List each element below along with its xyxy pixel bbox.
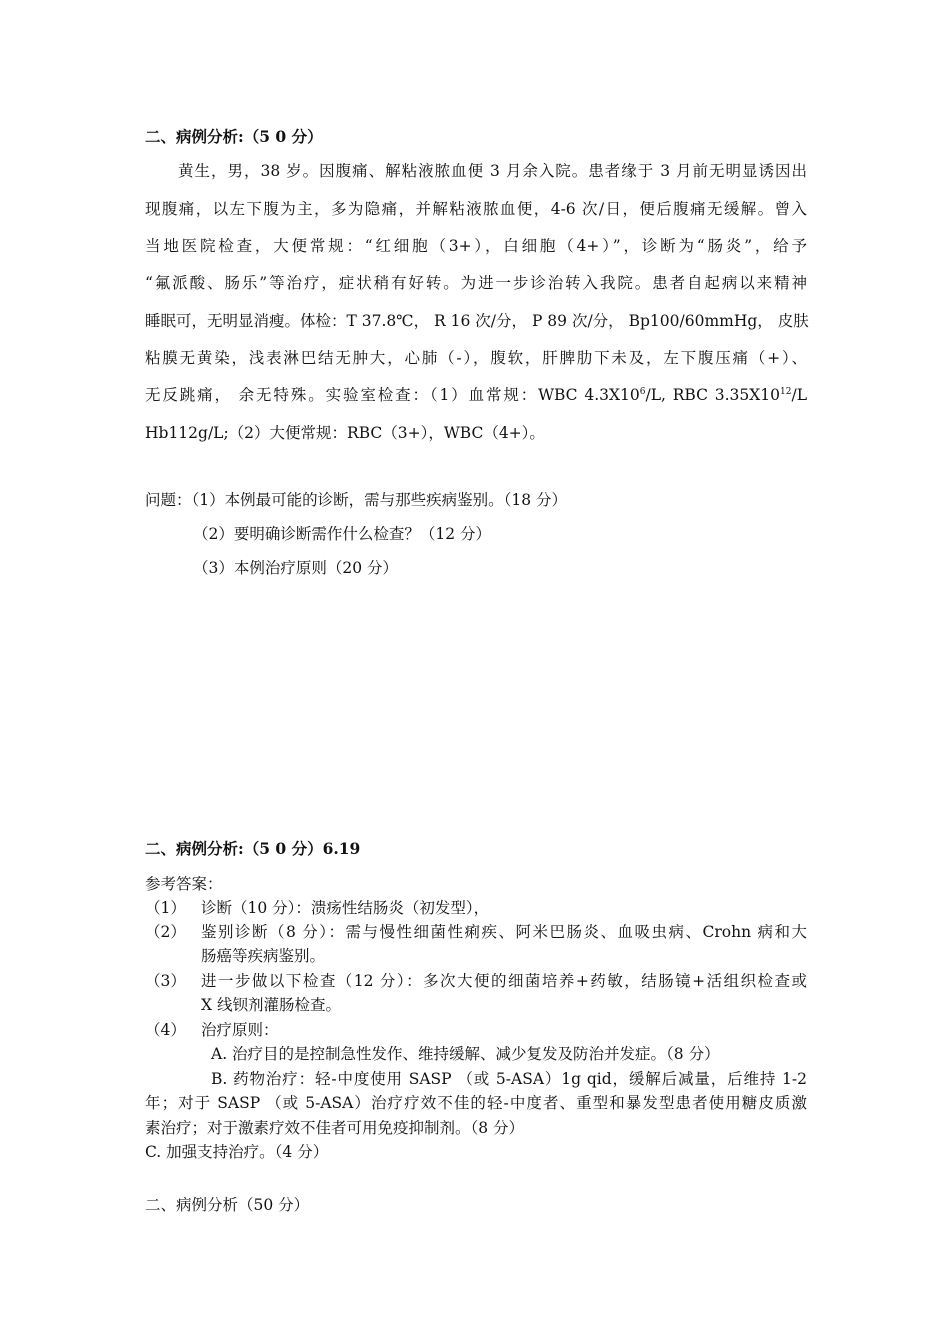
treatment-b-line: B. 药物治疗：轻-中度使用 SASP （或 5-ASA）1g qid，缓解后减量，后维持 1-2	[211, 1070, 807, 1088]
question-3: （3）本例治疗原则（20 分）	[193, 559, 399, 577]
lab-text-a: 无反跳痛， 余无特殊。实验室检查：（1）血常规：WBC 4.3X10	[145, 386, 640, 404]
question-1: 问题：（1）本例最可能的诊断，需与那些疾病鉴别。（18 分）	[145, 491, 568, 509]
section2-heading: 二、病例分析:（5 0 分）6.19	[145, 839, 361, 858]
case-paragraph-line: 粘膜无黄染，浅表淋巴结无肿大，心肺（-），腹软，肝脾肋下未及，左下腹压痛（+）、	[145, 349, 807, 367]
case-paragraph-line: 当地医院检查，大便常规：“红细胞（3+），白细胞（4+）”，诊断为“肠炎”，给予	[145, 237, 807, 255]
answer-item-text: 肠癌等疾病鉴别。	[201, 947, 326, 965]
question-2: （2）要明确诊断需作什么检查？（12 分）	[193, 525, 492, 543]
case-paragraph-last-line: Hb112g/L;（2）大便常规：RBC（3+），WBC（4+）。	[145, 424, 545, 442]
treatment-b-line: 素治疗；对于激素疗效不佳者可用免疫抑制剂。（8 分）	[145, 1119, 525, 1137]
case-paragraph-line: “氟派酸、肠乐”等治疗，症状稍有好转。为进一步诊治转入我院。患者自起病以来精神	[145, 274, 807, 292]
treatment-c: C. 加强支持治疗。（4 分）	[145, 1143, 329, 1161]
answer-item-text: X 线钡剂灌肠检查。	[201, 996, 341, 1014]
lab-sup-2: 12	[780, 387, 792, 397]
section1-heading: 二、病例分析:（5 0 分）	[145, 127, 323, 146]
case-paragraph-line: 现腹痛，以左下腹为主，多为隐痛，并解粘液脓血便，4-6 次/日，便后腹痛无缓解。曾入	[145, 200, 807, 218]
lab-sup-1: 6	[639, 387, 646, 397]
answer-item-number: （2）	[145, 923, 186, 941]
answer-item-number: （1）	[145, 899, 186, 917]
answer-item-text: 诊断（10 分）：溃疡性结肠炎（初发型），	[201, 899, 490, 917]
answer-item-text: 进一步做以下检查（12 分）：多次大便的细菌培养+药敏，结肠镜+活组织检查或	[201, 972, 807, 990]
lab-text-b: /L, RBC 3.35X10	[645, 386, 781, 404]
lab-text-c: /L	[791, 386, 807, 404]
answer-item-text: 鉴别诊断（8 分）：需与慢性细菌性痢疾、阿米巴肠炎、血吸虫病、Crohn 病和大	[201, 923, 807, 941]
reference-answer-label: 参考答案：	[145, 875, 223, 893]
case-paragraph-line: 睡眠可，无明显消瘦。体检：T 37.8℃， R 16 次/分， P 89 次/分， Bp100/60mmHg， 皮肤	[145, 312, 809, 330]
lab-results-line	[145, 385, 807, 405]
answer-item-number: （4）	[145, 1021, 186, 1039]
treatment-a: A. 治疗目的是控制急性发作、维持缓解、减少复发及防治并发症。（8 分）	[211, 1045, 720, 1063]
answer-item-text: 治疗原则：	[201, 1021, 279, 1039]
treatment-b-line: 年；对于 SASP （或 5-ASA）治疗疗效不佳的轻-中度者、重型和暴发型患者使用糖皮质激	[145, 1094, 807, 1112]
section3-heading: 二、病例分析（50 分）	[145, 1196, 310, 1214]
case-paragraph-line: 黄生，男，38 岁。因腹痛、解粘液脓血便 3 月余入院。患者缘于 3 月前无明显诱因出	[178, 162, 807, 180]
answer-item-number: （3）	[145, 972, 186, 990]
